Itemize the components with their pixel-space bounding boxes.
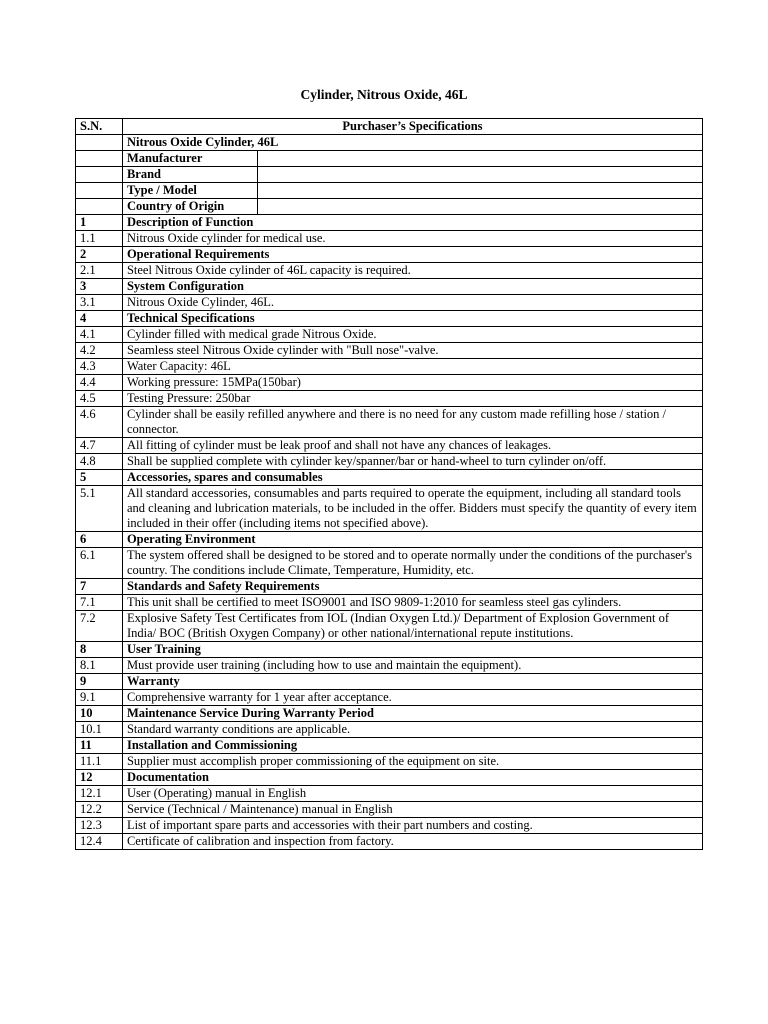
row-number: 4.1 <box>76 327 123 343</box>
section-row <box>76 674 703 690</box>
spec-text: Working pressure: 15MPa(150bar) <box>122 375 702 391</box>
section-row <box>76 532 703 548</box>
spec-row <box>76 754 703 770</box>
field-value-manufacturer <box>257 151 702 167</box>
field-label-type-model: Type / Model <box>122 183 257 199</box>
spec-row <box>76 658 703 674</box>
spec-text: Must provide user training (including how to use and maintain the equipment). <box>122 658 702 674</box>
row-number: 12.1 <box>76 786 123 802</box>
spec-text: Shall be supplied complete with cylinder key/spanner/bar or hand-wheel to turn cylinder on/off. <box>122 454 702 470</box>
spec-row <box>76 343 703 359</box>
spec-text: Standard warranty conditions are applicable. <box>122 722 702 738</box>
header-sn: S.N. <box>76 119 123 135</box>
spec-text: Testing Pressure: 250bar <box>122 391 702 407</box>
row-number: 1 <box>76 215 123 231</box>
spec-row <box>76 407 703 438</box>
spec-row <box>76 818 703 834</box>
spec-row <box>76 786 703 802</box>
row-number: 10 <box>76 706 123 722</box>
section-row <box>76 738 703 754</box>
spec-text: The system offered shall be designed to be stored and to operate normally under the conditions of the purchaser's country. The conditions include Climate, Temperature, Humidity, etc. <box>122 548 702 579</box>
section-row <box>76 642 703 658</box>
spec-text: Steel Nitrous Oxide cylinder of 46L capacity is required. <box>122 263 702 279</box>
row-number: 2 <box>76 247 123 263</box>
spec-row <box>76 722 703 738</box>
spec-text: Nitrous Oxide Cylinder, 46L. <box>122 295 702 311</box>
row-number: 4.4 <box>76 375 123 391</box>
field-label-manufacturer: Manufacturer <box>122 151 257 167</box>
section-title: System Configuration <box>122 279 702 295</box>
row-number: 2.1 <box>76 263 123 279</box>
field-row-country-of-origin <box>76 199 703 215</box>
section-title: Accessories, spares and consumables <box>122 470 702 486</box>
row-number: 4 <box>76 311 123 327</box>
spec-row <box>76 359 703 375</box>
blank-cell <box>76 151 123 167</box>
row-number: 4.2 <box>76 343 123 359</box>
row-number: 5 <box>76 470 123 486</box>
specification-table <box>75 118 703 850</box>
spec-row <box>76 454 703 470</box>
spec-text: Seamless steel Nitrous Oxide cylinder with "Bull nose"-valve. <box>122 343 702 359</box>
spec-row <box>76 391 703 407</box>
section-row <box>76 311 703 327</box>
spec-row <box>76 295 703 311</box>
spec-row <box>76 690 703 706</box>
row-number: 7.2 <box>76 611 123 642</box>
product-name-row <box>76 135 703 151</box>
field-label-country-of-origin: Country of Origin <box>122 199 257 215</box>
spec-row <box>76 802 703 818</box>
section-title: Warranty <box>122 674 702 690</box>
row-number: 5.1 <box>76 486 123 532</box>
field-value-country-of-origin <box>257 199 702 215</box>
blank-cell <box>76 135 123 151</box>
table-header-row <box>76 119 703 135</box>
row-number: 4.8 <box>76 454 123 470</box>
spec-text: List of important spare parts and accessories with their part numbers and costing. <box>122 818 702 834</box>
product-name: Nitrous Oxide Cylinder, 46L <box>122 135 702 151</box>
spec-text: User (Operating) manual in English <box>122 786 702 802</box>
row-number: 12 <box>76 770 123 786</box>
field-row-manufacturer <box>76 151 703 167</box>
row-number: 11 <box>76 738 123 754</box>
spec-row <box>76 486 703 532</box>
section-row <box>76 706 703 722</box>
row-number: 9.1 <box>76 690 123 706</box>
spec-row <box>76 231 703 247</box>
section-title: Standards and Safety Requirements <box>122 579 702 595</box>
section-row <box>76 215 703 231</box>
section-title: Installation and Commissioning <box>122 738 702 754</box>
spec-text: Comprehensive warranty for 1 year after acceptance. <box>122 690 702 706</box>
blank-cell <box>76 167 123 183</box>
spec-text: Supplier must accomplish proper commissioning of the equipment on site. <box>122 754 702 770</box>
field-row-brand <box>76 167 703 183</box>
section-title: Operating Environment <box>122 532 702 548</box>
row-number: 10.1 <box>76 722 123 738</box>
row-number: 7 <box>76 579 123 595</box>
row-number: 1.1 <box>76 231 123 247</box>
section-title: User Training <box>122 642 702 658</box>
spec-row <box>76 438 703 454</box>
row-number: 3.1 <box>76 295 123 311</box>
spec-row <box>76 327 703 343</box>
row-number: 11.1 <box>76 754 123 770</box>
section-row <box>76 247 703 263</box>
blank-cell <box>76 199 123 215</box>
section-title: Documentation <box>122 770 702 786</box>
row-number: 7.1 <box>76 595 123 611</box>
row-number: 8 <box>76 642 123 658</box>
row-number: 9 <box>76 674 123 690</box>
field-value-brand <box>257 167 702 183</box>
section-title: Technical Specifications <box>122 311 702 327</box>
section-row <box>76 770 703 786</box>
section-title: Description of Function <box>122 215 702 231</box>
row-number: 12.3 <box>76 818 123 834</box>
row-number: 3 <box>76 279 123 295</box>
spec-text: Explosive Safety Test Certificates from IOL (Indian Oxygen Ltd.)/ Department of Explosion Government of India/ BOC (British Oxygen Company) or other national/international repute institutions. <box>122 611 702 642</box>
spec-row <box>76 611 703 642</box>
spec-text: Water Capacity: 46L <box>122 359 702 375</box>
spec-text: This unit shall be certified to meet ISO9001 and ISO 9809-1:2010 for seamless steel gas cylinders. <box>122 595 702 611</box>
table-body <box>76 135 703 850</box>
section-title: Maintenance Service During Warranty Period <box>122 706 702 722</box>
row-number: 4.5 <box>76 391 123 407</box>
spec-row <box>76 595 703 611</box>
spec-text: Service (Technical / Maintenance) manual in English <box>122 802 702 818</box>
spec-text: All fitting of cylinder must be leak proof and shall not have any chances of leakages. <box>122 438 702 454</box>
document-title: Cylinder, Nitrous Oxide, 46L <box>300 87 468 102</box>
spec-row <box>76 263 703 279</box>
section-row <box>76 470 703 486</box>
field-row-type-model <box>76 183 703 199</box>
row-number: 4.6 <box>76 407 123 438</box>
field-label-brand: Brand <box>122 167 257 183</box>
section-row <box>76 279 703 295</box>
row-number: 4.3 <box>76 359 123 375</box>
section-row <box>76 579 703 595</box>
spec-text: Nitrous Oxide cylinder for medical use. <box>122 231 702 247</box>
spec-row <box>76 834 703 850</box>
spec-row <box>76 375 703 391</box>
row-number: 4.7 <box>76 438 123 454</box>
spec-text: Certificate of calibration and inspection from factory. <box>122 834 702 850</box>
row-number: 12.2 <box>76 802 123 818</box>
blank-cell <box>76 183 123 199</box>
spec-text: Cylinder filled with medical grade Nitrous Oxide. <box>122 327 702 343</box>
spec-text: All standard accessories, consumables and parts required to operate the equipment, including all standard tools and cleaning and lubrication materials, to be included in the offer. Bidders must specify the quantity of every item included in their offer (including items not specified above). <box>122 486 702 532</box>
field-value-type-model <box>257 183 702 199</box>
header-specifications: Purchaser’s Specifications <box>122 119 702 135</box>
section-title: Operational Requirements <box>122 247 702 263</box>
spec-text: Cylinder shall be easily refilled anywhere and there is no need for any custom made refilling hose / station / connector. <box>122 407 702 438</box>
row-number: 8.1 <box>76 658 123 674</box>
row-number: 6.1 <box>76 548 123 579</box>
row-number: 12.4 <box>76 834 123 850</box>
row-number: 6 <box>76 532 123 548</box>
spec-row <box>76 548 703 579</box>
